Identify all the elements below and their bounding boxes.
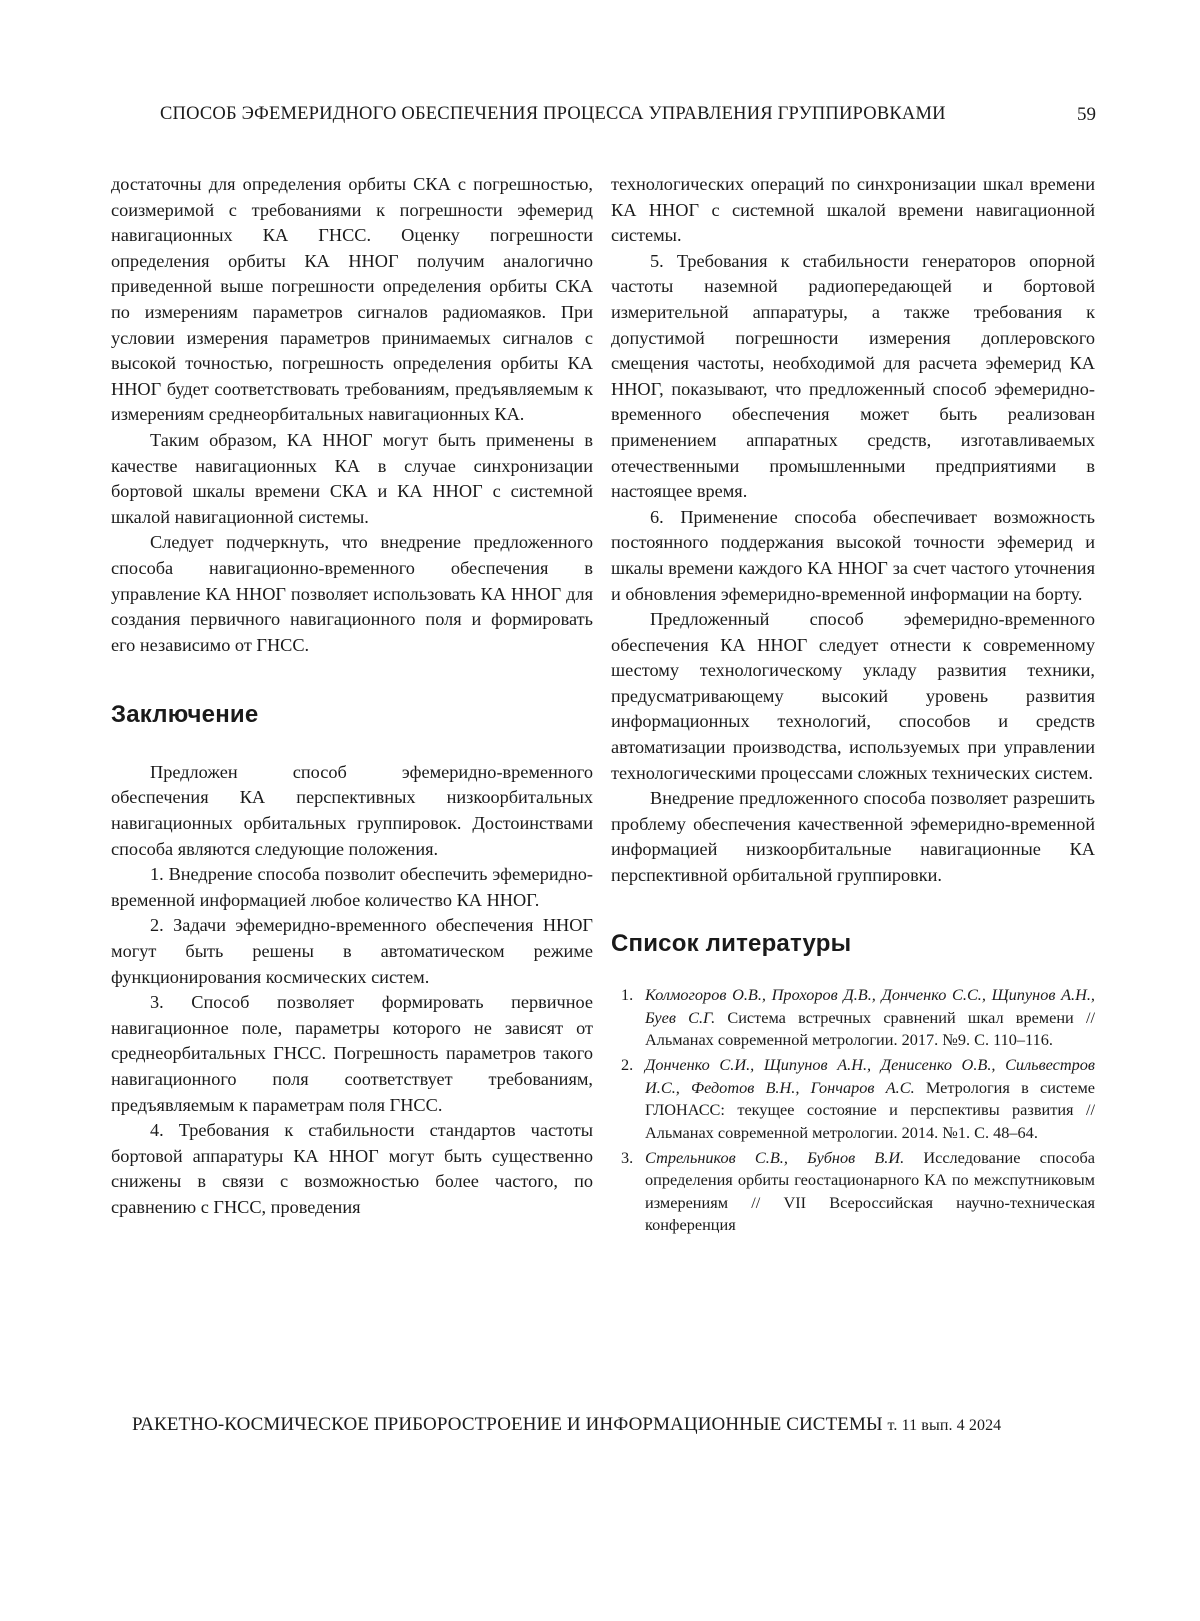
conclusion-item: 5. Требования к стабильности генераторов опорной частоты наземной радиопередающей и бортовой измерительной аппаратуры, а также требования к допустимой погрешности измерения доплеровского смещения частоты, необходимой для расчета эфемерид КА ННОГ, показывают, что предложенный способ эфемеридно-временного обеспечения может быть реализован применением аппаратных средств, изготавливаемых отечественными промышленными предприятиями в настоящее время. <box>611 250 1095 502</box>
reference-item <box>611 1147 1095 1237</box>
reference-number: 1. <box>621 985 634 1005</box>
journal-footer <box>132 1414 1001 1436</box>
left-column <box>111 172 593 1221</box>
conclusion-item: 4. Требования к стабильности стандартов частоты бортовой аппаратуры КА ННОГ могут быть существенно снижены в связи с возможностью более частого, по сравнению с ГНСС, проведения <box>111 1120 593 1217</box>
conclusion-item: 3. Способ позволяет формировать первичное навигационное поле, параметры которого не зависят от среднеорбитальных ГНСС. Погрешность параметров такого навигационного поля соответствует требованиям, предъявляемым к параметрам поля ГНСС. <box>111 992 593 1115</box>
reference-body <box>645 1054 1095 1144</box>
running-title: СПОСОБ ЭФЕМЕРИДНОГО ОБЕСПЕЧЕНИЯ ПРОЦЕССА УПРАВЛЕНИЯ ГРУППИРОВКАМИ <box>160 104 946 124</box>
reference-number: 3. <box>621 1148 634 1168</box>
body-paragraph: Внедрение предложенного способа позволяет разрешить проблему обеспечения качественной эфемеридно-временной информацией низкоорбитальные навигационные КА перспективной орбитальной группировки. <box>611 788 1095 886</box>
reference-number: 2. <box>621 1055 634 1075</box>
body-paragraph: достаточны для определения орбиты СКА с погрешностью, соизмеримой с требованиями к погрешности эфемерид навигационных КА ГНСС. Оценку погрешности определения орбиты КА ННОГ получим аналогично приведенной выше погрешности определения орбиты СКА по измерениям параметров сигналов радиомаяков. При условии измерения параметров принимаемых сигналов с высокой точностью, погрешность определения орбиты КА ННОГ будет соответствовать требованиям, предъявляемым к измерениям среднеорбитальных навигационных КА. <box>111 174 593 425</box>
conclusion-item: 2. Задачи эфемеридно-временного обеспечения ННОГ могут быть решены в автоматическом режиме функционирования космических систем. <box>111 915 593 987</box>
conclusion-item: 6. Применение способа обеспечивает возможность постоянного поддержания высокой точности эфемерид и шкалы времени каждого КА ННОГ за счет частого уточнения и обновления эфемеридно-временной информации на борту. <box>611 506 1095 604</box>
body-paragraph: технологических операций по синхронизации шкал времени КА ННОГ с системной шкалой времени навигационной системы. <box>611 174 1095 246</box>
reference-text: Исследование способа определения орбиты геостационарного КА по межспутниковым измерениям // VII Всероссийская научно-техническая конференция <box>645 1148 1095 1235</box>
references-heading: Список литературы <box>611 929 852 957</box>
right-column <box>611 172 1095 1240</box>
reference-body <box>645 984 1095 1051</box>
journal-title: РАКЕТНО-КОСМИЧЕСКОЕ ПРИБОРОСТРОЕНИЕ И ИНФОРМАЦИОННЫЕ СИСТЕМЫ <box>132 1414 883 1435</box>
reference-text: Метрология в системе ГЛОНАСС: текущее состояние и перспективы развития // Альманах современной метрологии. 2014. №1. С. 48–64. <box>645 1077 1096 1142</box>
reference-item <box>611 1054 1095 1144</box>
body-paragraph: Следует подчеркнуть, что внедрение предложенного способа навигационно-временного обеспечения в управление КА ННОГ позволяет использовать КА ННОГ для создания первичного навигационного поля и формировать его независимо от ГНСС. <box>111 532 593 655</box>
journal-issue: т. 11 вып. 4 2024 <box>887 1417 1002 1434</box>
references-list <box>611 984 1095 1236</box>
conclusion-paragraph: Предложен способ эфемеридно-временного обеспечения КА перспективных низкоорбитальных навигационных орбитальных группировок. Достоинствами способа являются следующие положения. <box>111 761 593 859</box>
page-number: 59 <box>1077 104 1096 125</box>
reference-item <box>611 984 1095 1051</box>
reference-authors: Донченко С.И., Щипунов А.Н., Денисенко О.В., Сильвестров И.С., Федотов В.Н., Гончаров А.С. <box>645 1055 1095 1097</box>
conclusion-heading: Заключение <box>111 701 259 729</box>
conclusion-item: 1. Внедрение способа позволит обеспечить эфемеридно-временной информацией любое количество КА ННОГ. <box>111 864 593 910</box>
body-paragraph: Таким образом, КА ННОГ могут быть применены в качестве навигационных КА в случае синхронизации бортовой шкалы времени СКА и КА ННОГ с системной шкалой навигационной системы. <box>111 429 593 527</box>
body-paragraph: Предложенный способ эфемеридно-временного обеспечения КА ННОГ следует отнести к современному шестому технологическому укладу развития техники, предусматривающему высокий уровень развития информационных технологий, способов и средств автоматизации производства, используемых при управлении технологическими процессами сложных технических систем. <box>611 609 1095 783</box>
reference-authors: Стрельников С.В., Бубнов В.И. <box>645 1148 905 1168</box>
reference-body <box>645 1147 1095 1237</box>
reference-authors: Колмогоров О.В., Прохоров Д.В., Донченко С.С., Щипунов А.Н., Буев С.Г. <box>645 985 1095 1027</box>
reference-text: Система встречных сравнений шкал времени // Альманах современной метрологии. 2017. №9. С. 110–116. <box>645 1007 1095 1050</box>
